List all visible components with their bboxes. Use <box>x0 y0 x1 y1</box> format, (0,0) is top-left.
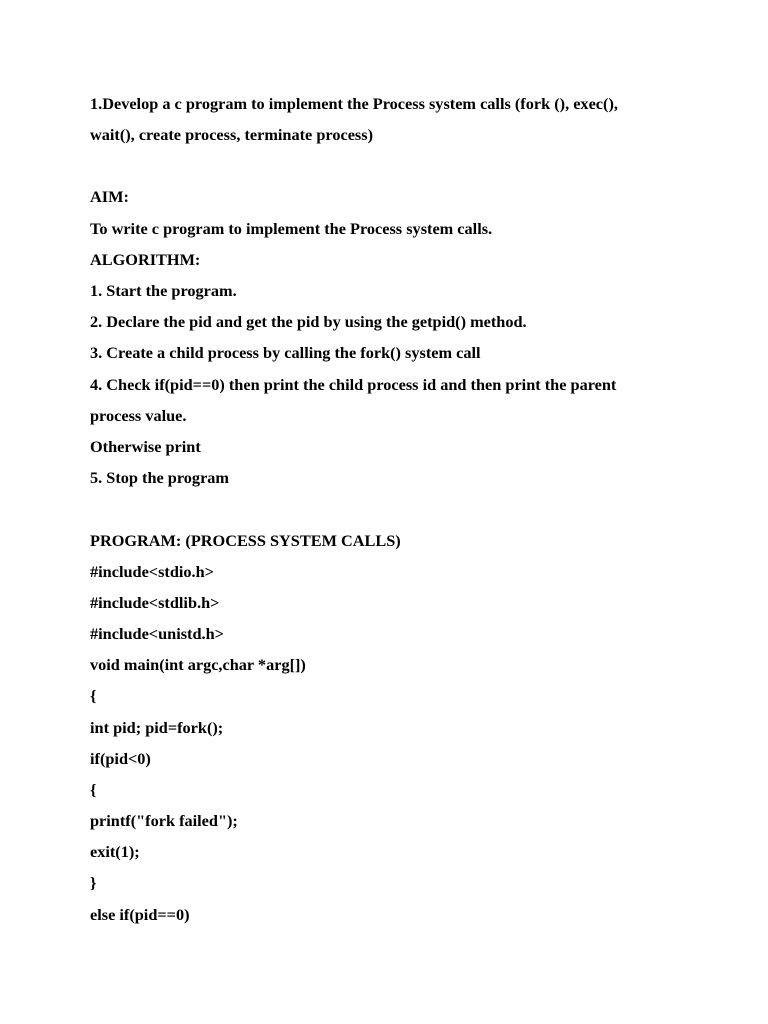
algorithm-step: 2. Declare the pid and get the pid by using the getpid() method. <box>90 312 527 331</box>
title-line-2: wait(), create process, terminate process) <box>90 125 374 144</box>
algorithm-step: Otherwise print <box>90 437 201 456</box>
aim-text: To write c program to implement the Process system calls. <box>90 219 493 238</box>
algorithm-heading: ALGORITHM: <box>90 250 201 269</box>
title-line-1: 1.Develop a c program to implement the Process system calls (fork (), exec(), <box>90 94 618 113</box>
program-heading: PROGRAM: (PROCESS SYSTEM CALLS) <box>90 531 401 550</box>
code-line: printf("fork failed"); <box>90 811 238 830</box>
code-line: if(pid<0) <box>90 749 151 768</box>
algorithm-step: 3. Create a child process by calling the fork() system call <box>90 343 481 362</box>
code-line: int pid; pid=fork(); <box>90 718 224 737</box>
code-line: #include<stdlib.h> <box>90 593 220 612</box>
algorithm-step: 1. Start the program. <box>90 281 237 300</box>
code-line: #include<unistd.h> <box>90 624 224 643</box>
code-line: exit(1); <box>90 842 140 861</box>
code-line: #include<stdio.h> <box>90 562 214 581</box>
algorithm-step: process value. <box>90 406 187 425</box>
code-line: } <box>90 873 97 892</box>
code-line: else if(pid==0) <box>90 905 190 924</box>
algorithm-step: 5. Stop the program <box>90 468 229 487</box>
aim-heading: AIM: <box>90 187 129 206</box>
algorithm-step: 4. Check if(pid==0) then print the child process id and then print the parent <box>90 375 617 394</box>
code-line: void main(int argc,char *arg[]) <box>90 655 306 674</box>
code-line: { <box>90 686 97 705</box>
code-line: { <box>90 780 97 799</box>
